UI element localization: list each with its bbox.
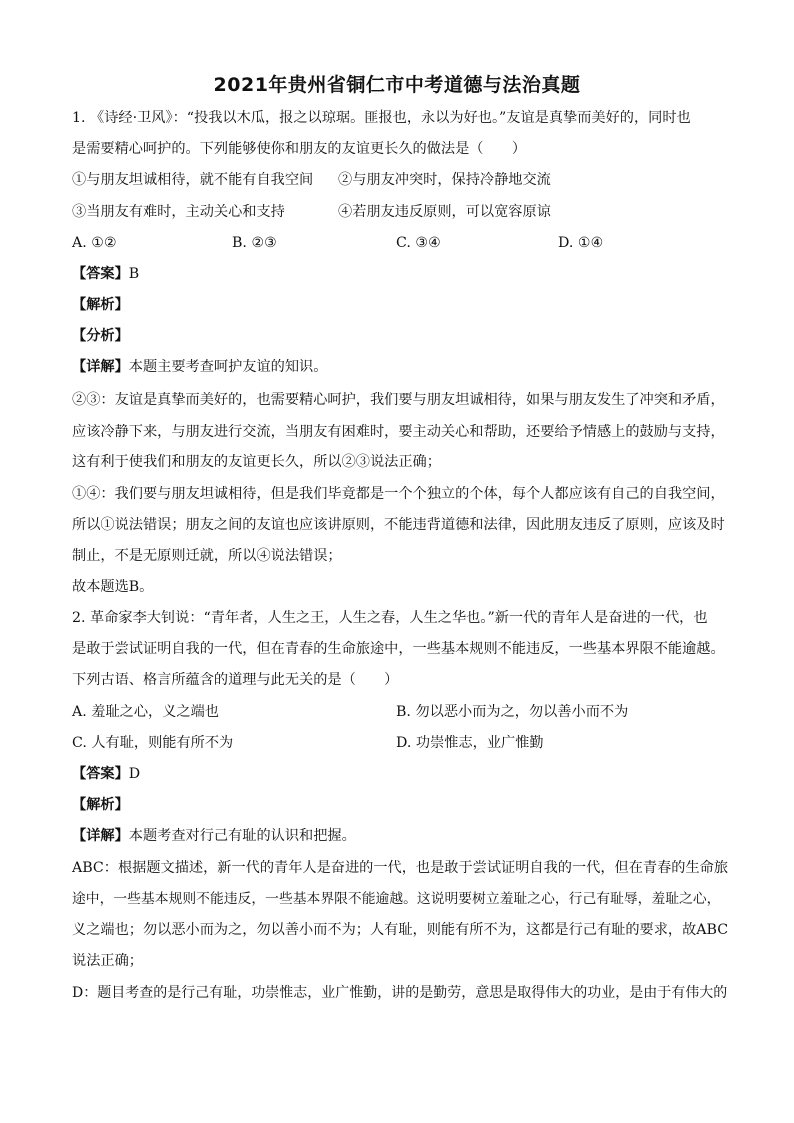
q1-explanation-line-4: ①④：我们要与朋友坦诚相待，但是我们毕竟都是一个个独立的个体，每个人都应该有自己的自我空间， <box>72 486 725 502</box>
q2-stem-line-3: 下列古语、格言所蕴含的道理与此无关的是（ ） <box>72 672 399 688</box>
answer-value: D <box>128 766 141 782</box>
q2-explanation-line-1: ABC：根据题文描述，新一代的青年人是奋进的一代，也是敢于尝试证明自我的一代，但在青春的生命旅 <box>72 860 729 876</box>
q2-option-c: C. 人有耻，则能有所不为 <box>72 735 234 751</box>
q1-breakdown-label: 【分析】 <box>72 328 129 344</box>
q2-explanation-line-5: D：题目考查的是行己有耻，功崇惟志，业广惟勤，讲的是勤劳，意思是取得伟大的功业，是由于有伟大的 <box>72 985 728 1001</box>
q2-analysis-label: 【解析】 <box>72 797 129 813</box>
q2-stem-line-1: 2. 革命家李大钊说：“青年者，人生之王，人生之春，人生之华也。”新一代的青年人是奋进的一代，也 <box>72 610 708 626</box>
detail-text: 本题主要考查呵护友谊的知识。 <box>128 359 328 375</box>
q2-option-b: B. 勿以恶小而为之，勿以善小而不为 <box>396 704 629 720</box>
answer-label: 【答案】 <box>72 766 129 782</box>
q2-option-a: A. 羞耻之心，义之端也 <box>72 704 219 720</box>
q1-conclusion: 故本题选B。 <box>72 579 154 595</box>
q1-explanation-line-2: 应该冷静下来，与朋友进行交流，当朋友有困难时，要主动关心和帮助，还要给予情感上的鼓励与支持， <box>72 424 725 440</box>
q1-stem-line-2: 是需要精心呵护的。下列能够使你和朋友的友谊更长久的做法是（ ） <box>72 141 527 157</box>
q1-answer <box>72 264 139 284</box>
q1-explanation-line-6: 制止，不是无原则迁就，所以④说法错误； <box>72 548 342 564</box>
answer-label: 【答案】 <box>72 266 129 282</box>
q1-option-c: C. ③④ <box>396 235 441 251</box>
q1-option-a: A. ①② <box>72 235 117 251</box>
q2-stem-line-2: 是敢于尝试证明自我的一代，但在青春的生命旅途中，一些基本规则不能违反，一些基本界限不能逾越。 <box>72 641 725 657</box>
q1-option-d: D. ①④ <box>558 235 604 251</box>
q1-statement-4: ④若朋友违反原则，可以宽容原谅 <box>338 204 551 220</box>
q1-statement-2: ②与朋友冲突时，保持冷静地交流 <box>338 172 551 188</box>
q1-option-b: B. ②③ <box>232 235 277 251</box>
q2-explanation-line-3: 义之端也；勿以恶小而为之，勿以善小而不为；人有耻，则能有所不为，这都是行己有耻的要求，故ABC <box>72 922 729 938</box>
q2-option-d: D. 功崇惟志，业广惟勤 <box>396 735 544 751</box>
detail-text: 本题考查对行己有耻的认识和把握。 <box>128 828 356 844</box>
q1-analysis-label: 【解析】 <box>72 297 129 313</box>
q1-explanation-line-5: 所以①说法错误；朋友之间的友谊也应该讲原则，不能违背道德和法律，因此朋友违反了原则，应该及时 <box>72 517 725 533</box>
q1-statement-3: ③当朋友有难时，主动关心和支持 <box>72 204 285 220</box>
q1-detail <box>72 357 327 377</box>
q2-explanation-line-2: 途中，一些基本规则不能违反，一些基本界限不能逾越。这说明要树立羞耻之心，行己有耻辱，羞耻之心， <box>72 891 721 907</box>
q1-stem-line-1: 1. 《诗经·卫风》：“投我以木瓜，报之以琼琚。匪报也，永以为好也。”友谊是真挚而美好的，同时也 <box>72 110 691 126</box>
q1-explanation-line-3: 这有利于使我们和朋友的友谊更长久，所以②③说法正确； <box>72 454 441 470</box>
q1-statement-1: ①与朋友坦诚相待，就不能有自我空间 <box>72 172 314 188</box>
q2-explanation-line-4: 说法正确； <box>72 953 143 969</box>
detail-label: 【详解】 <box>72 359 129 375</box>
q2-answer <box>72 764 140 784</box>
q1-explanation-line-1: ②③：友谊是真挚而美好的，也需要精心呵护，我们要与朋友坦诚相待，如果与朋友发生了冲突和矛盾， <box>72 392 725 408</box>
document-title: 2021年贵州省铜仁市中考道德与法治真题 <box>213 74 581 96</box>
detail-label: 【详解】 <box>72 828 129 844</box>
q2-detail <box>72 826 356 846</box>
answer-value: B <box>128 266 140 282</box>
